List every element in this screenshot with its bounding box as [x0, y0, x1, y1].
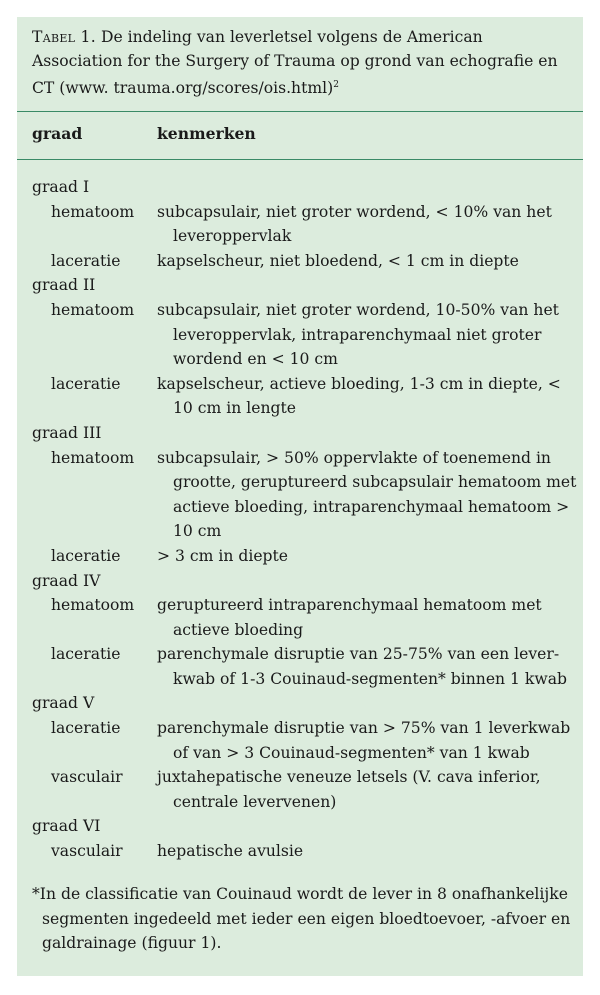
injury-description: subcapsulair, niet groter wordend, 10-50% van het leveroppervlak, intraparenchymaal niet groter wordend en < 10 cm [157, 300, 559, 369]
injury-description: subcapsulair, niet groter wordend, < 10% van het leveroppervlak [157, 202, 552, 246]
table-panel [17, 17, 583, 976]
grade-label: graad V [32, 694, 95, 713]
caption-label: Tabel 1. [32, 28, 96, 46]
injury-description: kapselscheur, niet bloedend, < 1 cm in diepte [157, 251, 519, 270]
table-row [17, 839, 583, 864]
grades-table [17, 175, 583, 864]
table-row [17, 765, 583, 814]
table-row [17, 249, 583, 274]
injury-type: laceratie [51, 374, 121, 393]
caption-text: De indeling van leverletsel volgens de American Association for the Surgery of Trauma op grond van echografie en CT (www. trauma.org/scores/ois.html) [32, 28, 558, 98]
injury-type: vasculair [51, 768, 123, 787]
table-row [17, 298, 583, 372]
injury-description: hepatische avulsie [157, 842, 304, 861]
injury-description: > 3 cm in diepte [157, 546, 289, 565]
table-row [17, 544, 583, 569]
table-row [17, 446, 583, 544]
injury-type: vasculair [51, 842, 123, 861]
injury-type: laceratie [51, 251, 121, 270]
table-row [17, 593, 583, 642]
grade-label: graad II [32, 276, 96, 295]
injury-type: hematoom [51, 448, 135, 467]
caption-reference: 2 [333, 80, 339, 90]
injury-description: kapselscheur, actieve bloeding, 1-3 cm in diepte, < 10 cm in lengte [157, 374, 561, 418]
grade-label: graad III [32, 423, 102, 442]
header-graad: graad [32, 124, 83, 143]
table-row [17, 716, 583, 765]
grade-label: graad I [32, 178, 90, 196]
injury-type: laceratie [51, 645, 121, 664]
header-rule [17, 159, 583, 160]
injury-description: parenchymale disruptie van 25-75% van een leverkwab of 1-3 Couinaud-segmenten* binnen 1 kwab [157, 645, 568, 688]
table-caption [32, 25, 572, 100]
injury-type: hematoom [51, 300, 135, 319]
injury-description: subcapsulair, > 50% oppervlakte of toenemend in grootte, geruptureerd subcapsulair hematoom met actieve bloeding, intraparenchymaal hematoom > 10 cm [157, 448, 577, 541]
grade-label: graad IV [32, 571, 101, 590]
table-row [17, 372, 583, 421]
injury-description: geruptureerd intraparenchymaal hematoom met actieve bloeding [157, 596, 542, 639]
table-row [17, 642, 583, 691]
injury-description: juxtahepatische veneuze letsels (V. cava inferior, centrale levervenen) [157, 768, 541, 811]
grade-label: graad VI [32, 817, 101, 836]
injury-type: laceratie [51, 546, 121, 565]
injury-type: laceratie [51, 719, 121, 738]
injury-type: hematoom [51, 202, 135, 221]
top-rule [17, 111, 583, 112]
table-row [17, 200, 583, 249]
footnote: *In de classificatie van Couinaud wordt de lever in 8 onafhankelijke segmenten ingedeeld met ieder een eigen bloedtoevoer, -afvoer en galdrainage (figuur 1). [32, 885, 571, 953]
header-kenmerken: kenmerken [157, 124, 256, 143]
injury-type: hematoom [51, 596, 135, 615]
injury-description: parenchymale disruptie van > 75% van 1 leverkwab of van > 3 Couinaud-segmenten* van 1 kwab [157, 719, 571, 762]
